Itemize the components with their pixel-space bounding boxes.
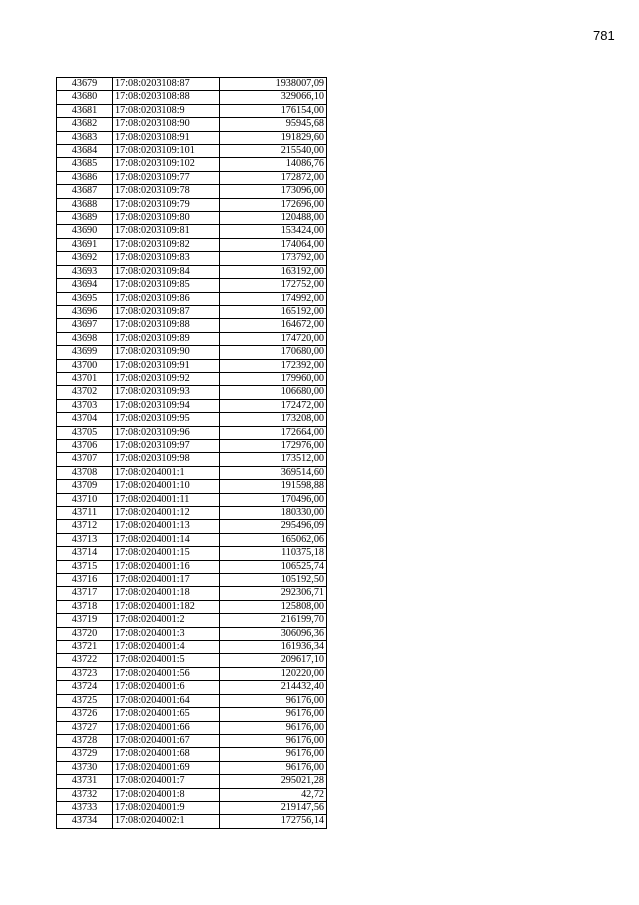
row-number-cell: 43697 <box>57 319 113 332</box>
value-cell: 106525,74 <box>220 560 327 573</box>
row-number-cell: 43700 <box>57 359 113 372</box>
row-number-cell: 43712 <box>57 520 113 533</box>
table-row <box>57 118 327 131</box>
row-number-cell: 43692 <box>57 252 113 265</box>
table-row <box>57 694 327 707</box>
value-cell: 191598,88 <box>220 480 327 493</box>
row-number-cell: 43724 <box>57 681 113 694</box>
cadastral-number-cell: 17:08:0204001:6 <box>113 681 220 694</box>
table-row <box>57 104 327 117</box>
table-row <box>57 225 327 238</box>
row-number-cell: 43683 <box>57 131 113 144</box>
value-cell: 173096,00 <box>220 185 327 198</box>
value-cell: 105192,50 <box>220 574 327 587</box>
value-cell: 120220,00 <box>220 667 327 680</box>
table-row <box>57 346 327 359</box>
table-row <box>57 131 327 144</box>
cadastral-number-cell: 17:08:0203109:79 <box>113 198 220 211</box>
table-row <box>57 708 327 721</box>
row-number-cell: 43690 <box>57 225 113 238</box>
value-cell: 176154,00 <box>220 104 327 117</box>
value-cell: 209617,10 <box>220 654 327 667</box>
value-cell: 219147,56 <box>220 801 327 814</box>
value-cell: 180330,00 <box>220 507 327 520</box>
cadastral-number-cell: 17:08:0203109:101 <box>113 145 220 158</box>
row-number-cell: 43680 <box>57 91 113 104</box>
row-number-cell: 43722 <box>57 654 113 667</box>
cadastral-number-cell: 17:08:0204001:68 <box>113 748 220 761</box>
cadastral-number-cell: 17:08:0204001:66 <box>113 721 220 734</box>
cadastral-number-cell: 17:08:0203109:77 <box>113 171 220 184</box>
row-number-cell: 43693 <box>57 265 113 278</box>
row-number-cell: 43681 <box>57 104 113 117</box>
table-row <box>57 319 327 332</box>
table-row <box>57 493 327 506</box>
value-cell: 172664,00 <box>220 426 327 439</box>
value-cell: 170680,00 <box>220 346 327 359</box>
table-row <box>57 788 327 801</box>
cadastral-number-cell: 17:08:0203109:86 <box>113 292 220 305</box>
row-number-cell: 43708 <box>57 466 113 479</box>
row-number-cell: 43703 <box>57 399 113 412</box>
table-row <box>57 238 327 251</box>
table-row <box>57 466 327 479</box>
cadastral-number-cell: 17:08:0204001:8 <box>113 788 220 801</box>
cadastral-number-cell: 17:08:0203109:97 <box>113 439 220 452</box>
row-number-cell: 43707 <box>57 453 113 466</box>
row-number-cell: 43685 <box>57 158 113 171</box>
table-row <box>57 185 327 198</box>
value-cell: 1938007,09 <box>220 78 327 91</box>
row-number-cell: 43701 <box>57 372 113 385</box>
value-cell: 174064,00 <box>220 238 327 251</box>
cadastral-number-cell: 17:08:0203109:83 <box>113 252 220 265</box>
row-number-cell: 43725 <box>57 694 113 707</box>
page-number: 781 <box>593 28 615 43</box>
value-cell: 172696,00 <box>220 198 327 211</box>
cadastral-number-cell: 17:08:0204001:3 <box>113 627 220 640</box>
cadastral-number-cell: 17:08:0203108:91 <box>113 131 220 144</box>
cadastral-number-cell: 17:08:0203109:98 <box>113 453 220 466</box>
table-row <box>57 507 327 520</box>
table-row <box>57 801 327 814</box>
row-number-cell: 43731 <box>57 775 113 788</box>
row-number-cell: 43709 <box>57 480 113 493</box>
row-number-cell: 43686 <box>57 171 113 184</box>
cadastral-number-cell: 17:08:0204001:13 <box>113 520 220 533</box>
cadastral-number-cell: 17:08:0204001:67 <box>113 734 220 747</box>
cadastral-number-cell: 17:08:0204001:10 <box>113 480 220 493</box>
row-number-cell: 43698 <box>57 332 113 345</box>
row-number-cell: 43679 <box>57 78 113 91</box>
cadastral-number-cell: 17:08:0203109:102 <box>113 158 220 171</box>
row-number-cell: 43715 <box>57 560 113 573</box>
cadastral-number-cell: 17:08:0204001:15 <box>113 547 220 560</box>
cadastral-number-cell: 17:08:0204001:17 <box>113 574 220 587</box>
cadastral-number-cell: 17:08:0203109:80 <box>113 212 220 225</box>
table-row <box>57 721 327 734</box>
table-row <box>57 533 327 546</box>
row-number-cell: 43723 <box>57 667 113 680</box>
value-cell: 172472,00 <box>220 399 327 412</box>
value-cell: 164672,00 <box>220 319 327 332</box>
cadastral-number-cell: 17:08:0203108:9 <box>113 104 220 117</box>
row-number-cell: 43734 <box>57 815 113 828</box>
table-row <box>57 547 327 560</box>
table-row <box>57 265 327 278</box>
row-number-cell: 43721 <box>57 641 113 654</box>
value-cell: 120488,00 <box>220 212 327 225</box>
value-cell: 163192,00 <box>220 265 327 278</box>
row-number-cell: 43689 <box>57 212 113 225</box>
cadastral-number-cell: 17:08:0203109:91 <box>113 359 220 372</box>
cadastral-number-cell: 17:08:0204001:4 <box>113 641 220 654</box>
value-cell: 174720,00 <box>220 332 327 345</box>
cadastral-number-cell: 17:08:0204001:2 <box>113 614 220 627</box>
row-number-cell: 43695 <box>57 292 113 305</box>
table-row <box>57 171 327 184</box>
cadastral-number-cell: 17:08:0204001:65 <box>113 708 220 721</box>
value-cell: 295021,28 <box>220 775 327 788</box>
value-cell: 96176,00 <box>220 734 327 747</box>
table-row <box>57 399 327 412</box>
cadastral-number-cell: 17:08:0204001:1 <box>113 466 220 479</box>
value-cell: 172976,00 <box>220 439 327 452</box>
cadastral-number-cell: 17:08:0203109:93 <box>113 386 220 399</box>
cadastral-number-cell: 17:08:0204001:14 <box>113 533 220 546</box>
value-cell: 125808,00 <box>220 600 327 613</box>
row-number-cell: 43733 <box>57 801 113 814</box>
row-number-cell: 43717 <box>57 587 113 600</box>
row-number-cell: 43687 <box>57 185 113 198</box>
table-row <box>57 520 327 533</box>
table-row <box>57 198 327 211</box>
cadastral-number-cell: 17:08:0204001:69 <box>113 761 220 774</box>
cadastral-number-cell: 17:08:0204001:18 <box>113 587 220 600</box>
value-cell: 165192,00 <box>220 305 327 318</box>
row-number-cell: 43720 <box>57 627 113 640</box>
value-cell: 96176,00 <box>220 694 327 707</box>
value-cell: 165062,06 <box>220 533 327 546</box>
row-number-cell: 43729 <box>57 748 113 761</box>
table-row <box>57 212 327 225</box>
cadastral-number-cell: 17:08:0203109:94 <box>113 399 220 412</box>
row-number-cell: 43684 <box>57 145 113 158</box>
value-cell: 329066,10 <box>220 91 327 104</box>
row-number-cell: 43718 <box>57 600 113 613</box>
row-number-cell: 43730 <box>57 761 113 774</box>
value-cell: 153424,00 <box>220 225 327 238</box>
value-cell: 42,72 <box>220 788 327 801</box>
cadastral-number-cell: 17:08:0203109:87 <box>113 305 220 318</box>
cadastral-number-cell: 17:08:0203109:81 <box>113 225 220 238</box>
value-cell: 173208,00 <box>220 413 327 426</box>
table-row <box>57 372 327 385</box>
cadastral-number-cell: 17:08:0204001:56 <box>113 667 220 680</box>
table-row <box>57 480 327 493</box>
cadastral-number-cell: 17:08:0204001:11 <box>113 493 220 506</box>
cadastral-number-cell: 17:08:0203109:92 <box>113 372 220 385</box>
table-row <box>57 761 327 774</box>
value-cell: 191829,60 <box>220 131 327 144</box>
row-number-cell: 43696 <box>57 305 113 318</box>
value-cell: 369514,60 <box>220 466 327 479</box>
table-row <box>57 359 327 372</box>
table-row <box>57 560 327 573</box>
table-row <box>57 279 327 292</box>
cadastral-number-cell: 17:08:0203109:95 <box>113 413 220 426</box>
table-row <box>57 158 327 171</box>
cadastral-number-cell: 17:08:0204001:5 <box>113 654 220 667</box>
table-row <box>57 654 327 667</box>
value-cell: 295496,09 <box>220 520 327 533</box>
value-cell: 96176,00 <box>220 761 327 774</box>
value-cell: 172756,14 <box>220 815 327 828</box>
cadastral-number-cell: 17:08:0204001:12 <box>113 507 220 520</box>
row-number-cell: 43706 <box>57 439 113 452</box>
table-row <box>57 426 327 439</box>
records-table-body <box>57 78 327 829</box>
cadastral-number-cell: 17:08:0203109:78 <box>113 185 220 198</box>
value-cell: 110375,18 <box>220 547 327 560</box>
cadastral-number-cell: 17:08:0204001:182 <box>113 600 220 613</box>
row-number-cell: 43716 <box>57 574 113 587</box>
row-number-cell: 43714 <box>57 547 113 560</box>
table-row <box>57 600 327 613</box>
row-number-cell: 43691 <box>57 238 113 251</box>
value-cell: 214432,40 <box>220 681 327 694</box>
table-row <box>57 145 327 158</box>
value-cell: 179960,00 <box>220 372 327 385</box>
value-cell: 172752,00 <box>220 279 327 292</box>
row-number-cell: 43702 <box>57 386 113 399</box>
value-cell: 173512,00 <box>220 453 327 466</box>
row-number-cell: 43726 <box>57 708 113 721</box>
value-cell: 14086,76 <box>220 158 327 171</box>
table-row <box>57 667 327 680</box>
table-row <box>57 413 327 426</box>
cadastral-number-cell: 17:08:0204001:9 <box>113 801 220 814</box>
value-cell: 96176,00 <box>220 721 327 734</box>
cadastral-number-cell: 17:08:0204001:16 <box>113 560 220 573</box>
row-number-cell: 43710 <box>57 493 113 506</box>
row-number-cell: 43688 <box>57 198 113 211</box>
value-cell: 170496,00 <box>220 493 327 506</box>
table-row <box>57 78 327 91</box>
cadastral-number-cell: 17:08:0203109:85 <box>113 279 220 292</box>
table-row <box>57 574 327 587</box>
row-number-cell: 43728 <box>57 734 113 747</box>
table-row <box>57 614 327 627</box>
table-row <box>57 775 327 788</box>
row-number-cell: 43704 <box>57 413 113 426</box>
cadastral-number-cell: 17:08:0204001:7 <box>113 775 220 788</box>
table-row <box>57 91 327 104</box>
cadastral-number-cell: 17:08:0203109:88 <box>113 319 220 332</box>
value-cell: 161936,34 <box>220 641 327 654</box>
value-cell: 174992,00 <box>220 292 327 305</box>
cadastral-number-cell: 17:08:0203109:96 <box>113 426 220 439</box>
value-cell: 306096,36 <box>220 627 327 640</box>
cadastral-number-cell: 17:08:0203108:88 <box>113 91 220 104</box>
table-row <box>57 292 327 305</box>
cadastral-number-cell: 17:08:0203109:84 <box>113 265 220 278</box>
row-number-cell: 43719 <box>57 614 113 627</box>
cadastral-number-cell: 17:08:0204002:1 <box>113 815 220 828</box>
value-cell: 95945,68 <box>220 118 327 131</box>
cadastral-number-cell: 17:08:0203108:87 <box>113 78 220 91</box>
row-number-cell: 43694 <box>57 279 113 292</box>
row-number-cell: 43732 <box>57 788 113 801</box>
value-cell: 106680,00 <box>220 386 327 399</box>
value-cell: 96176,00 <box>220 748 327 761</box>
table-row <box>57 386 327 399</box>
value-cell: 96176,00 <box>220 708 327 721</box>
table-row <box>57 252 327 265</box>
row-number-cell: 43727 <box>57 721 113 734</box>
records-table <box>56 77 327 829</box>
value-cell: 215540,00 <box>220 145 327 158</box>
row-number-cell: 43699 <box>57 346 113 359</box>
table-row <box>57 748 327 761</box>
table-row <box>57 641 327 654</box>
value-cell: 173792,00 <box>220 252 327 265</box>
row-number-cell: 43711 <box>57 507 113 520</box>
cadastral-number-cell: 17:08:0203109:82 <box>113 238 220 251</box>
table-row <box>57 439 327 452</box>
value-cell: 216199,70 <box>220 614 327 627</box>
value-cell: 172872,00 <box>220 171 327 184</box>
cadastral-number-cell: 17:08:0203109:89 <box>113 332 220 345</box>
cadastral-number-cell: 17:08:0203108:90 <box>113 118 220 131</box>
table-row <box>57 332 327 345</box>
table-row <box>57 734 327 747</box>
cadastral-number-cell: 17:08:0203109:90 <box>113 346 220 359</box>
value-cell: 172392,00 <box>220 359 327 372</box>
cadastral-number-cell: 17:08:0204001:64 <box>113 694 220 707</box>
table-row <box>57 627 327 640</box>
table-row <box>57 587 327 600</box>
table-row <box>57 681 327 694</box>
table-row <box>57 815 327 828</box>
table-row <box>57 453 327 466</box>
row-number-cell: 43682 <box>57 118 113 131</box>
value-cell: 292306,71 <box>220 587 327 600</box>
row-number-cell: 43705 <box>57 426 113 439</box>
table-row <box>57 305 327 318</box>
row-number-cell: 43713 <box>57 533 113 546</box>
